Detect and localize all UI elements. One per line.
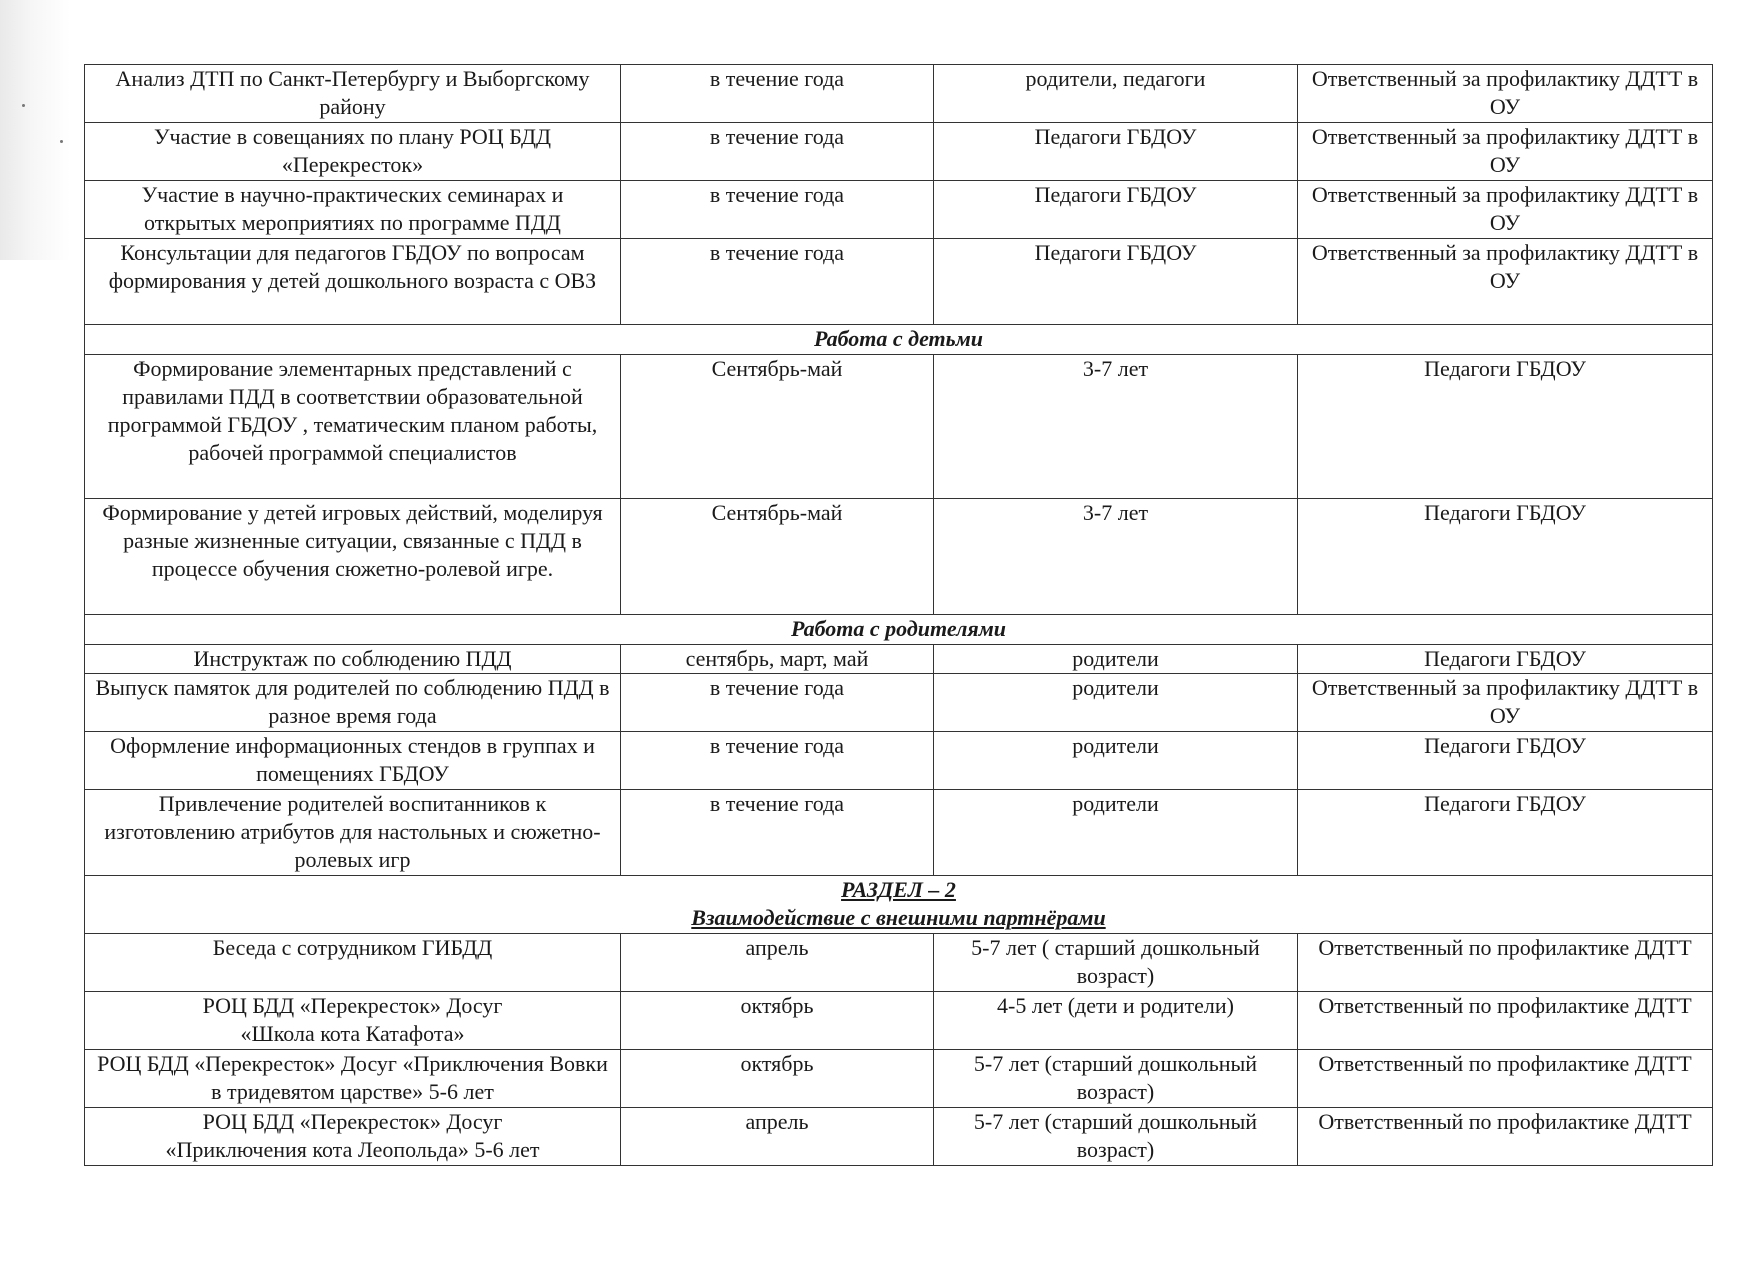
responsible-cell: Педагоги ГБДОУ: [1298, 645, 1713, 674]
timing-cell: в течение года: [621, 790, 934, 876]
table-row: [85, 65, 1713, 123]
scan-edge-shadow: [0, 0, 70, 260]
event-cell: Выпуск памяток для родителей по соблюдению ПДД в разное время года: [85, 674, 621, 732]
table-row: [85, 355, 1713, 499]
section-heading-parents: Работа с родителями: [85, 615, 1713, 645]
table-row: [85, 1108, 1713, 1166]
table-row: [85, 674, 1713, 732]
participants-cell: родители: [934, 732, 1298, 790]
table-row: [85, 239, 1713, 325]
event-cell: Привлечение родителей воспитанников к изготовлению атрибутов для настольных и сюжетно-ролевых игр: [85, 790, 621, 876]
table-row: [85, 732, 1713, 790]
timing-cell: Сентябрь-май: [621, 355, 934, 499]
section-heading-row: [85, 876, 1713, 934]
participants-cell: родители: [934, 674, 1298, 732]
table-row: [85, 181, 1713, 239]
event-cell: Беседа с сотрудником ГИБДД: [85, 934, 621, 992]
event-cell: РОЦ БДД «Перекресток» Досуг «Приключения кота Леопольда» 5-6 лет: [85, 1108, 621, 1166]
timing-cell: в течение года: [621, 181, 934, 239]
timing-cell: октябрь: [621, 992, 934, 1050]
table-row: [85, 499, 1713, 615]
scan-speck: [60, 140, 63, 143]
participants-cell: родители: [934, 645, 1298, 674]
responsible-cell: Ответственный за профилактику ДДТТ в ОУ: [1298, 674, 1713, 732]
section-heading-row: [85, 615, 1713, 645]
participants-cell: 5-7 лет (старший дошкольный возраст): [934, 1108, 1298, 1166]
section-heading-row: [85, 325, 1713, 355]
event-cell: РОЦ БДД «Перекресток» Досуг «Школа кота Катафота»: [85, 992, 621, 1050]
activity-plan-table: [84, 64, 1713, 1166]
table-row: [85, 992, 1713, 1050]
timing-cell: в течение года: [621, 732, 934, 790]
timing-cell: октябрь: [621, 1050, 934, 1108]
timing-cell: в течение года: [621, 123, 934, 181]
responsible-cell: Ответственный по профилактике ДДТТ: [1298, 1050, 1713, 1108]
responsible-cell: Педагоги ГБДОУ: [1298, 499, 1713, 615]
responsible-cell: Ответственный за профилактику ДДТТ в ОУ: [1298, 239, 1713, 325]
participants-cell: 5-7 лет (старший дошкольный возраст): [934, 1050, 1298, 1108]
event-cell: Участие в научно-практических семинарах и открытых мероприятиях по программе ПДД: [85, 181, 621, 239]
table-row: [85, 1050, 1713, 1108]
section-2-heading: [85, 876, 1713, 934]
timing-cell: в течение года: [621, 65, 934, 123]
event-cell: Консультации для педагогов ГБДОУ по вопросам формирования у детей дошкольного возраста с ОВЗ: [85, 239, 621, 325]
scan-speck: [22, 104, 25, 107]
table-row: [85, 790, 1713, 876]
event-cell: Анализ ДТП по Санкт-Петербургу и Выборгскому району: [85, 65, 621, 123]
event-cell: Формирование у детей игровых действий, моделируя разные жизненные ситуации, связанные с ПДД в процессе обучения сюжетно-ролевой игре.: [85, 499, 621, 615]
responsible-cell: Ответственный за профилактику ДДТТ в ОУ: [1298, 123, 1713, 181]
responsible-cell: Педагоги ГБДОУ: [1298, 790, 1713, 876]
participants-cell: родители, педагоги: [934, 65, 1298, 123]
event-cell: Инструктаж по соблюдению ПДД: [85, 645, 621, 674]
section-2-title: РАЗДЕЛ – 2: [841, 877, 956, 902]
table-row: [85, 645, 1713, 674]
timing-cell: апрель: [621, 934, 934, 992]
participants-cell: 3-7 лет: [934, 499, 1298, 615]
timing-cell: в течение года: [621, 674, 934, 732]
responsible-cell: Ответственный за профилактику ДДТТ в ОУ: [1298, 65, 1713, 123]
event-cell: РОЦ БДД «Перекресток» Досуг «Приключения Вовки в тридевятом царстве» 5-6 лет: [85, 1050, 621, 1108]
table-row: [85, 934, 1713, 992]
participants-cell: 4-5 лет (дети и родители): [934, 992, 1298, 1050]
event-cell: Формирование элементарных представлений с правилами ПДД в соответствии образовательной программой ГБДОУ , тематическим планом работы, рабочей программой специалистов: [85, 355, 621, 499]
section-heading-children: Работа с детьми: [85, 325, 1713, 355]
timing-cell: сентябрь, март, май: [621, 645, 934, 674]
responsible-cell: Ответственный по профилактике ДДТТ: [1298, 934, 1713, 992]
responsible-cell: Ответственный по профилактике ДДТТ: [1298, 992, 1713, 1050]
timing-cell: Сентябрь-май: [621, 499, 934, 615]
responsible-cell: Педагоги ГБДОУ: [1298, 732, 1713, 790]
participants-cell: Педагоги ГБДОУ: [934, 239, 1298, 325]
responsible-cell: Педагоги ГБДОУ: [1298, 355, 1713, 499]
event-cell: Оформление информационных стендов в группах и помещениях ГБДОУ: [85, 732, 621, 790]
section-2-subtitle: Взаимодействие с внешними партнёрами: [691, 905, 1106, 930]
table-row: [85, 123, 1713, 181]
participants-cell: Педагоги ГБДОУ: [934, 123, 1298, 181]
responsible-cell: Ответственный за профилактику ДДТТ в ОУ: [1298, 181, 1713, 239]
participants-cell: родители: [934, 790, 1298, 876]
event-cell: Участие в совещаниях по плану РОЦ БДД «Перекресток»: [85, 123, 621, 181]
participants-cell: 3-7 лет: [934, 355, 1298, 499]
participants-cell: 5-7 лет ( старший дошкольный возраст): [934, 934, 1298, 992]
responsible-cell: Ответственный по профилактике ДДТТ: [1298, 1108, 1713, 1166]
timing-cell: апрель: [621, 1108, 934, 1166]
participants-cell: Педагоги ГБДОУ: [934, 181, 1298, 239]
timing-cell: в течение года: [621, 239, 934, 325]
